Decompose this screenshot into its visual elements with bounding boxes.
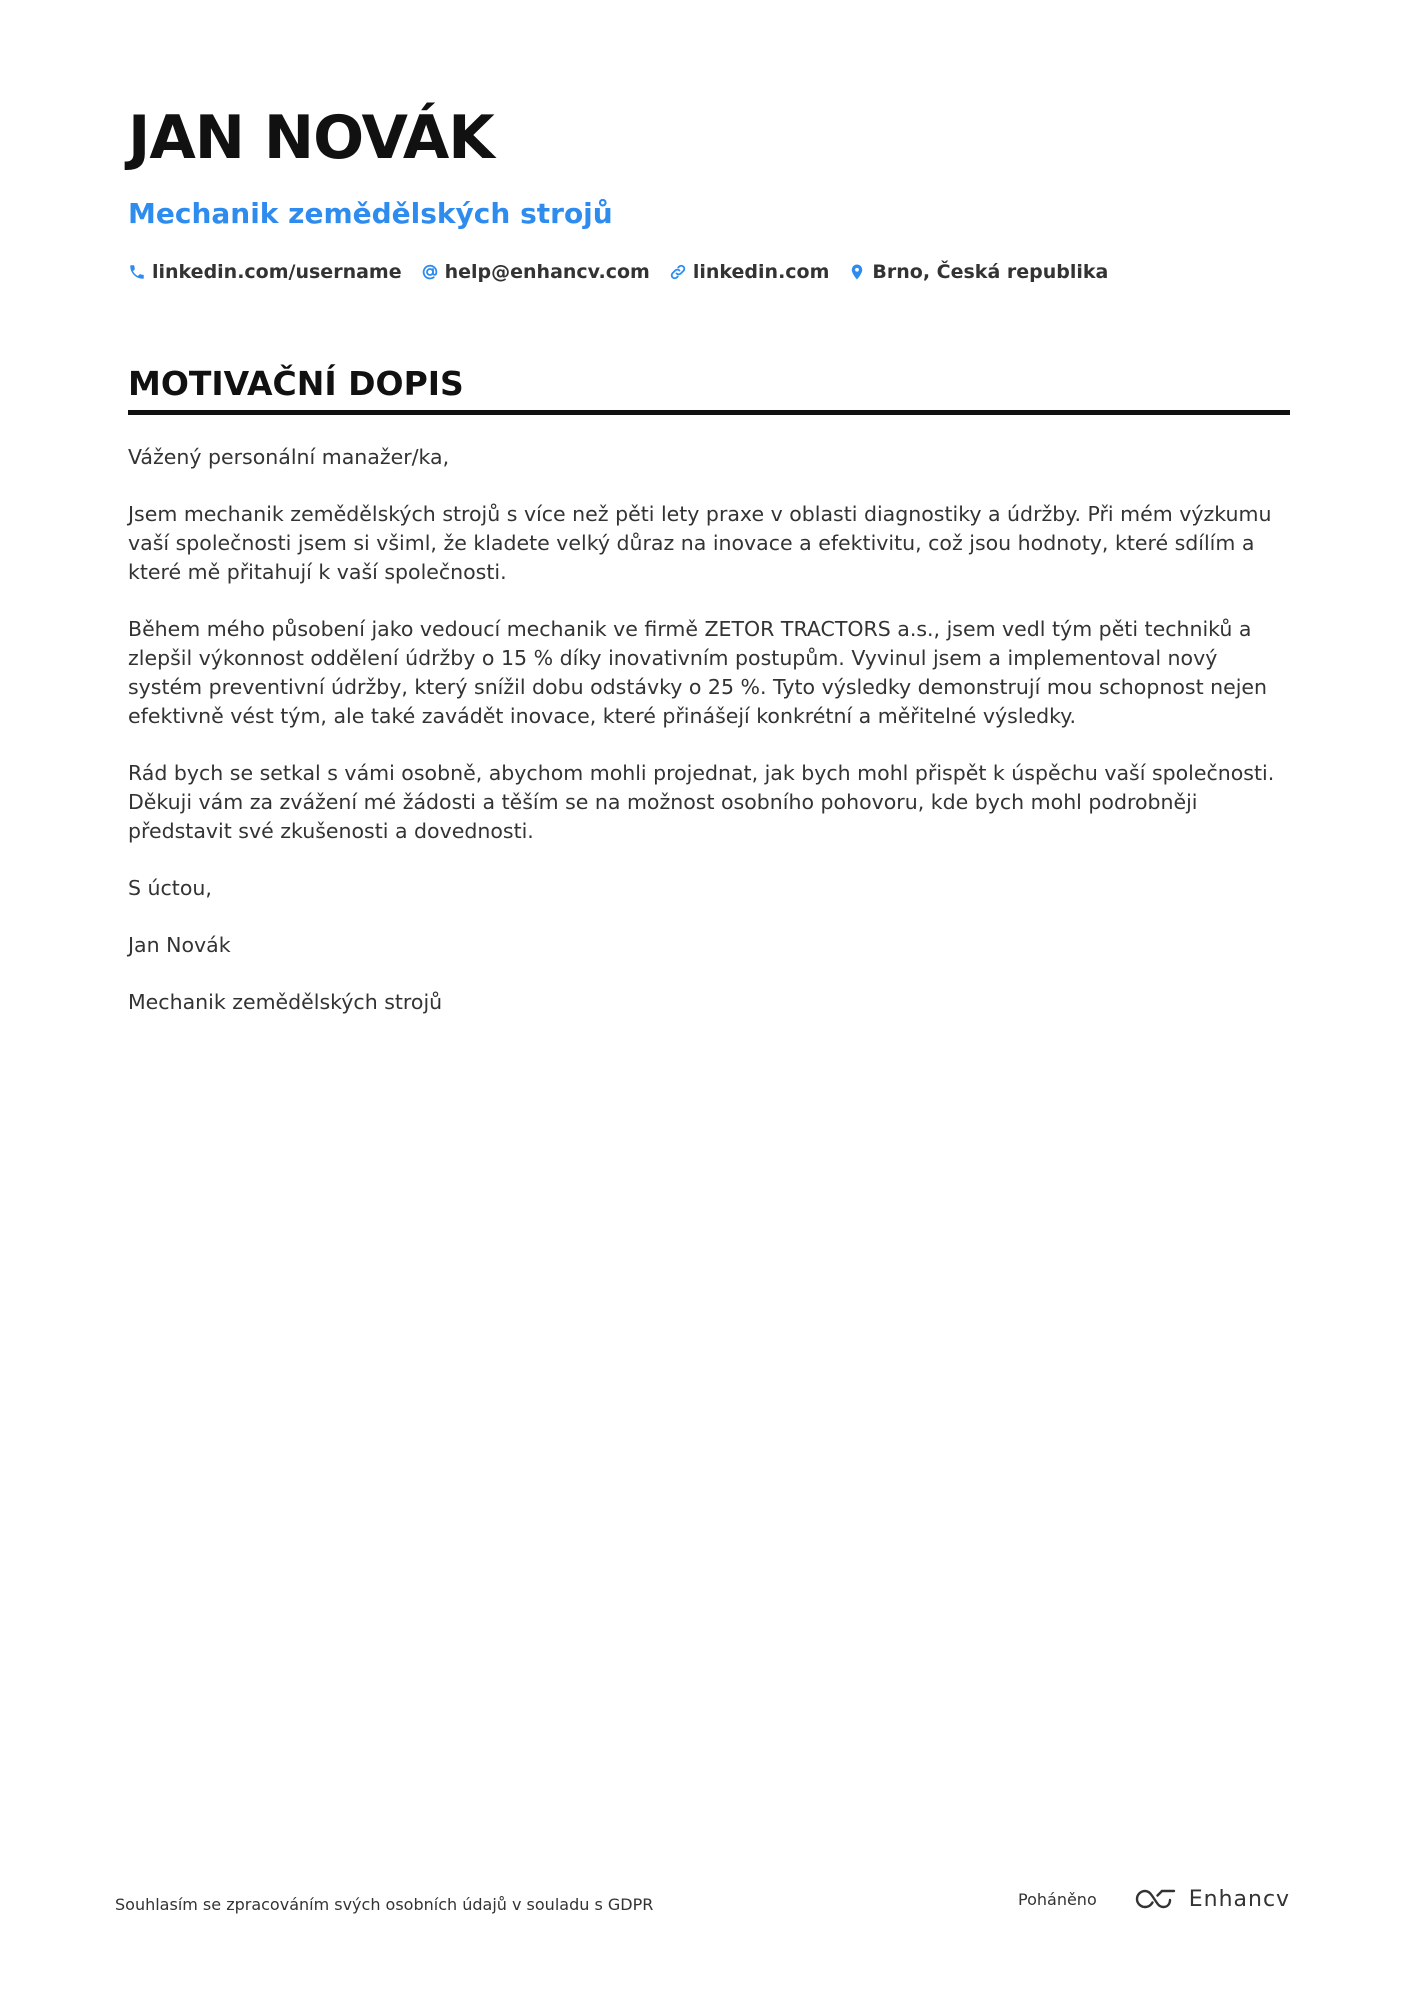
letter-greeting: Vážený personální manažer/ka, [128, 445, 450, 469]
letter-paragraph: Během mého působení jako vedoucí mechanik ve firmě ZETOR TRACTORS a.s., jsem vedl tým pěti techniků a zlepšil výkonnost oddělení údržby o 15 % díky inovativním postupům. Vyvinul jsem a implementoval nový systém preventivní údržby, který snížil dobu odstávky o 25 %. Tyto výsledky demonstrují mou schopnost nejen efektivně vést tým, ale také zavádět inovace, které přinášejí konkrétní a měřitelné výsledky. [128, 617, 1268, 728]
contact-link[interactable] [669, 261, 830, 283]
contact-phone-text: linkedin.com/username [152, 261, 402, 283]
powered-by-label: Poháněno [1018, 1889, 1097, 1909]
contact-location [848, 261, 1108, 283]
gdpr-consent: Souhlasím se zpracováním svých osobních údajů v souladu s GDPR [115, 1895, 654, 1914]
link-icon [669, 263, 687, 281]
contact-email-text: help@enhancv.com [444, 261, 650, 283]
signature-name: Jan Novák [128, 933, 231, 957]
contact-email[interactable] [421, 261, 650, 283]
letter-paragraph: Jsem mechanik zemědělských strojů s více než pěti lety praxe v oblasti diagnostiky a údržby. Při mém výzkumu vaší společnosti jsem si všiml, že kladete velký důraz na inovace a efektivitu, což jsou hodnoty, které sdílím a které mě přitahují k vaší společnosti. [128, 502, 1272, 584]
contact-phone[interactable] [128, 261, 402, 283]
contact-link-text: linkedin.com [692, 261, 830, 283]
job-title: Mechanik zemědělských strojů [128, 197, 613, 230]
phone-icon [128, 263, 146, 281]
applicant-name: JAN NOVÁK [128, 103, 494, 173]
cover-letter-page [128, 103, 1290, 1045]
at-icon [421, 263, 439, 281]
contact-bar [128, 258, 1290, 286]
section-title: MOTIVAČNÍ DOPIS [128, 364, 464, 403]
contact-location-text: Brno, Česká republika [872, 261, 1109, 283]
letter-paragraph: Rád bych se setkal s vámi osobně, abychom mohli projednat, jak bych mohl přispět k úspěchu vaší společnosti. Děkuji vám za zvážení mé žádosti a těším se na možnost osobního pohovoru, kde bych mohl podrobněji představit své zkušenosti a dovednosti. [128, 761, 1275, 843]
section-divider [128, 410, 1290, 415]
enhancv-logo-icon [1131, 1885, 1179, 1913]
enhancv-brand-name: Enhancv [1188, 1886, 1291, 1912]
powered-by [1018, 1885, 1290, 1913]
enhancv-logo[interactable] [1131, 1885, 1290, 1913]
location-pin-icon [848, 263, 866, 281]
letter-body [128, 443, 1290, 1017]
signature-role: Mechanik zemědělských strojů [128, 990, 443, 1014]
letter-closing: S úctou, [128, 876, 212, 900]
